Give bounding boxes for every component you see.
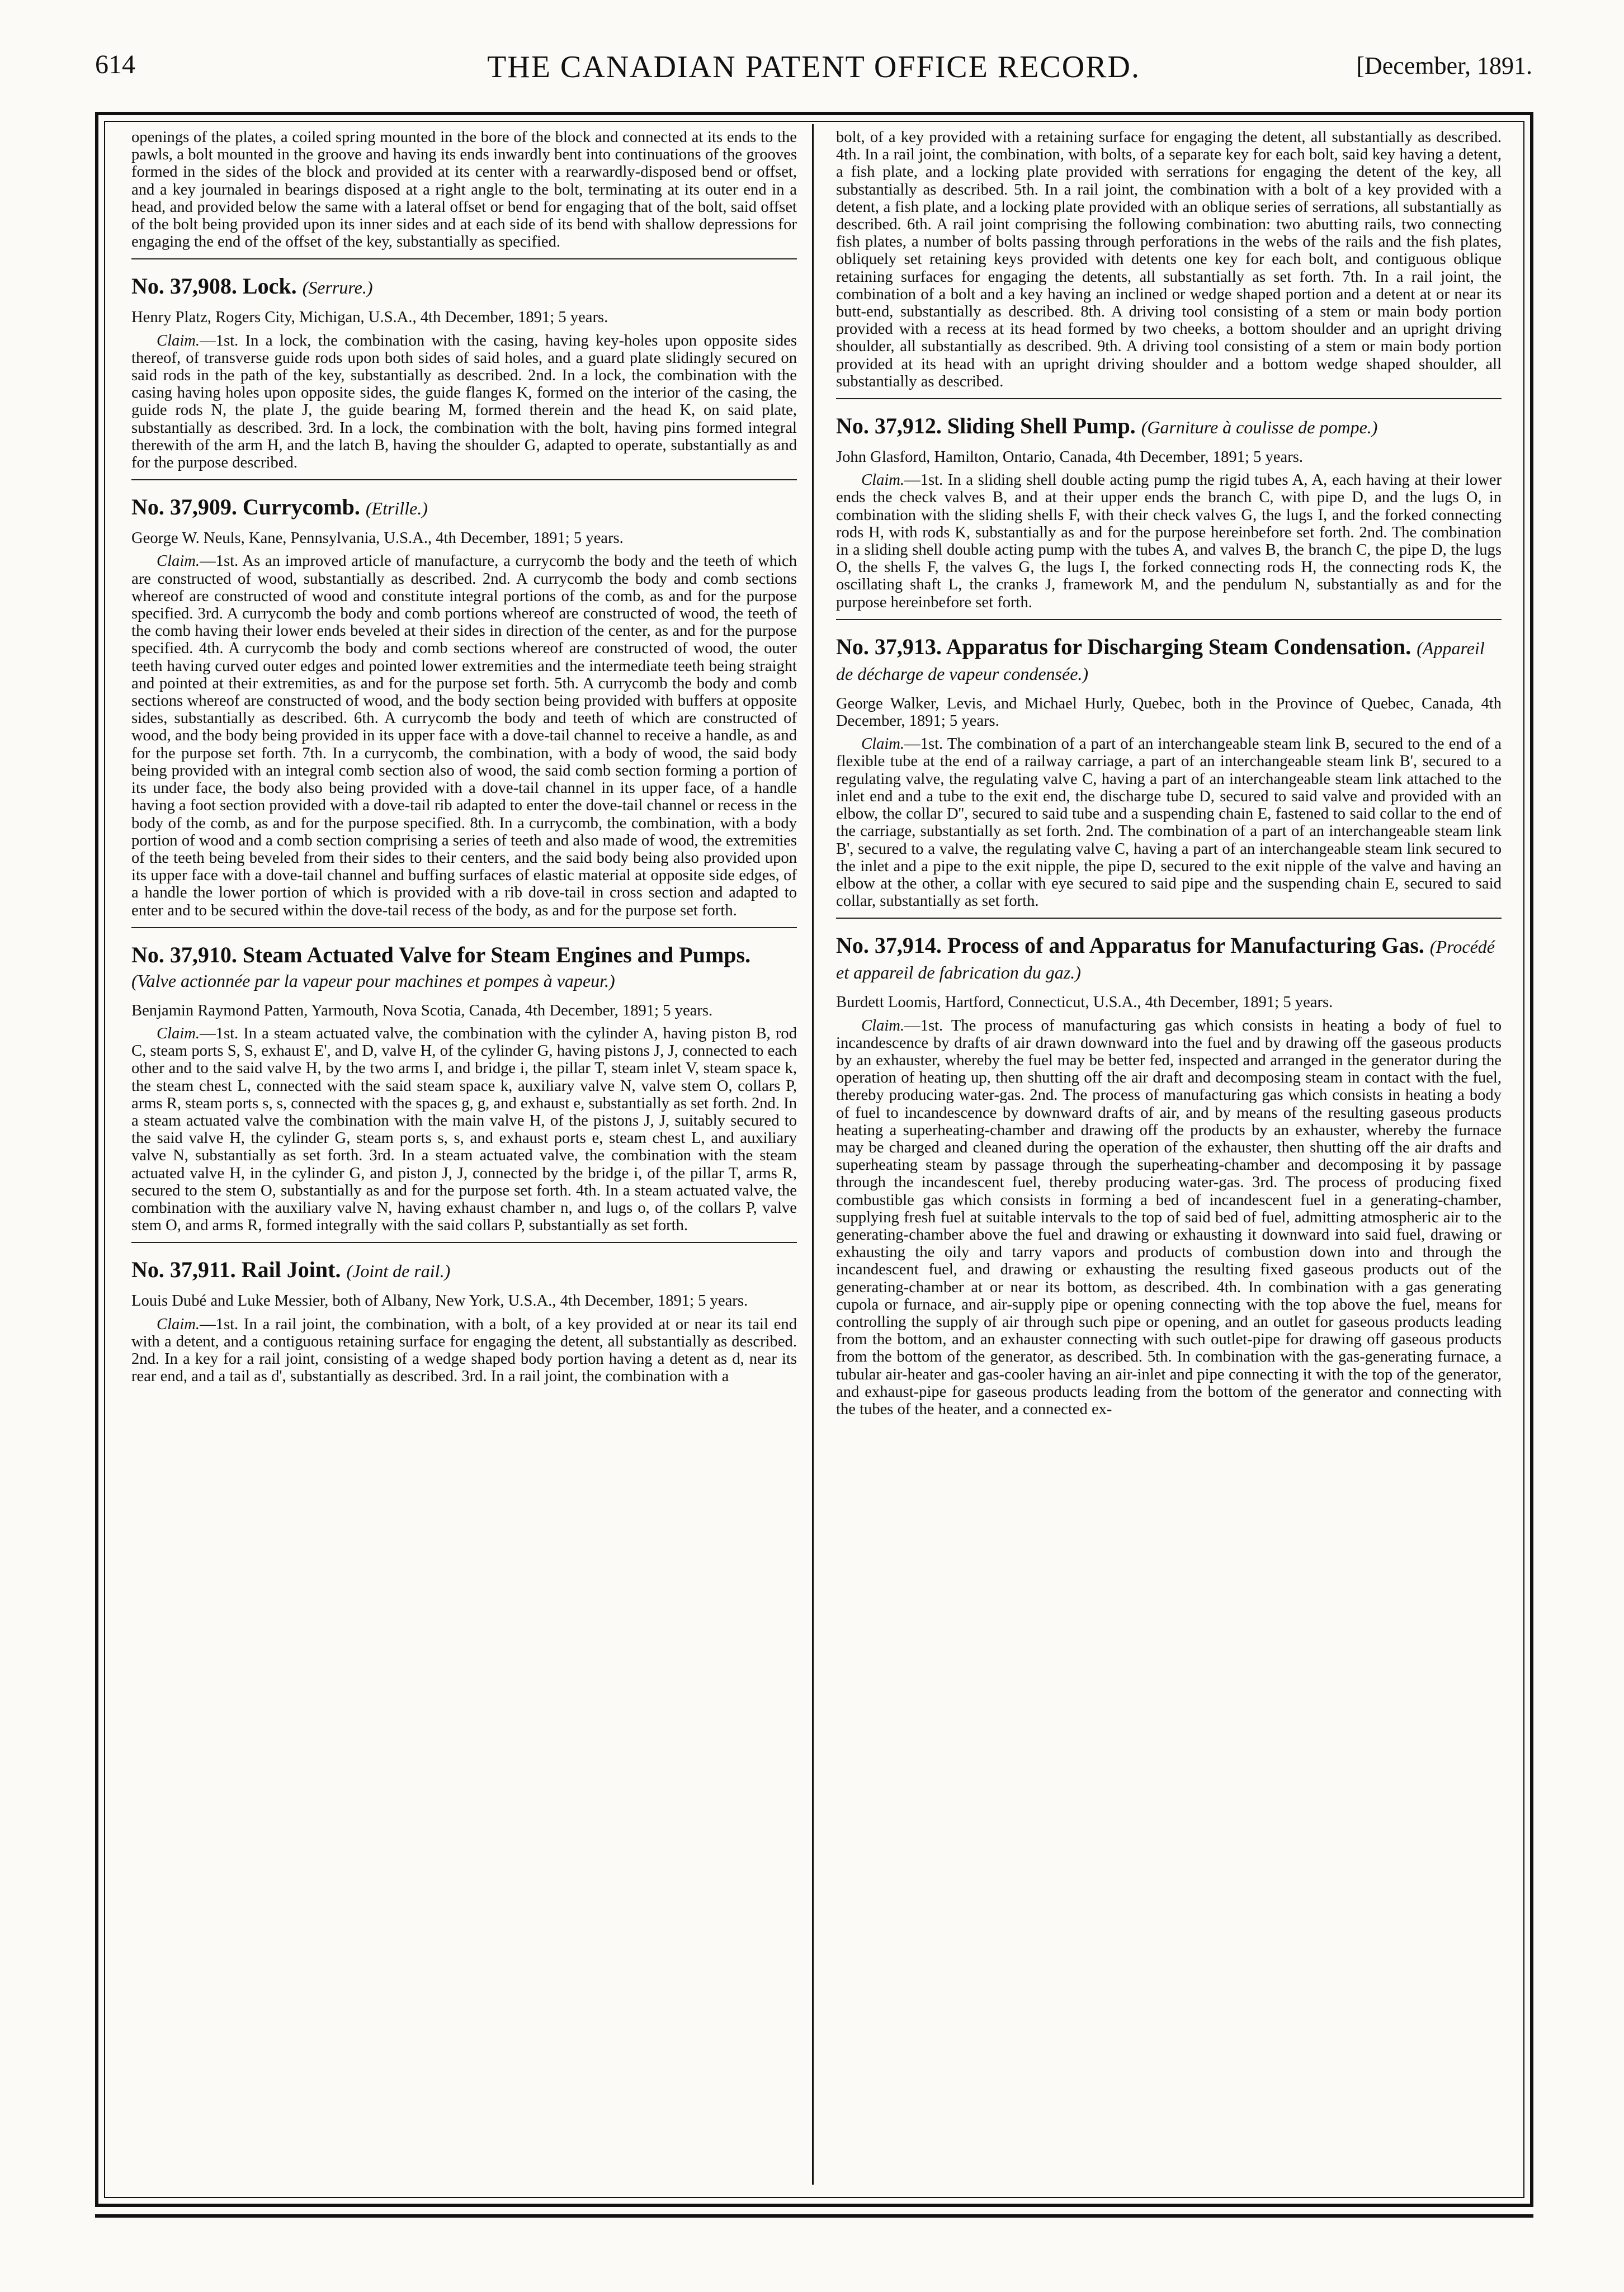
entry-heading: No. 37,910. Steam Actuated Valve for Steam Engines and Pumps. <box>131 942 751 967</box>
claim-label: Claim. <box>157 1024 200 1042</box>
patent-entry <box>836 635 1502 910</box>
entry-claim <box>836 735 1502 910</box>
claim-text: —1st. In a lock, the combination with the casing, having key-holes upon opposite sides thereof, of transverse guide rods upon both sides of said holes, and a guard plate slidingly secured on said rods in the path of the key, substantially as described. 2nd. In a lock, the combination with the casing having holes upon opposite sides, the guide flanges K, formed on the interior of the casing, the guide rods N, the plate J, the guide bearing M, formed therein and the head K, on said plate, substantially as described. 3rd. In a lock, the combination with the bolt, having pins formed integral therewith of the arm H, and the latch B, having the shoulder G, adapted to operate, substantially as and for the purpose described. <box>131 332 797 472</box>
continuation-text: bolt, of a key provided with a retaining surface for engaging the detent, all substantially as described. 4th. In a rail joint, the combination, with bolts, of a separate key for each bolt, said key having a detent, a fish plate, and a locking plate provided with serrations for engaging the detent of the key, all substantially as described. 5th. In a rail joint, the combination with a bolt of a key provided with a detent, a fish plate, and a locking plate provided with an oblique series of serrations, all substantially as described. 6th. A rail joint comprising the following combination: two abutting rails, two connecting fish plates, a number of bolts passing through perforations in the webs of the rails and the fish plates, obliquely set retaining keys provided with detents one key for each bolt, and contiguous oblique retaining surfaces for engaging the detents, all substantially as set forth. 7th. In a rail joint, the combination of a bolt and a key having an inclined or wedge shaped portion and a detent at or near its butt-end, substantially as described. 8th. A driving tool consisting of a stem or main body portion provided with a recess at its head formed by two cheeks, a bottom shoulder and an upright driving shoulder, all substantially as described. 9th. A driving tool consisting of a stem or main body portion provided at its head with an upright driving shoulder and a bottom wedge shaped shoulder, all substantially as described. <box>836 129 1502 390</box>
entry-heading: No. 37,912. Sliding Shell Pump. <box>836 413 1136 439</box>
entry-heading-block <box>131 274 797 300</box>
patent-entry <box>131 274 797 471</box>
entry-meta: John Glasford, Hamilton, Ontario, Canada, 4th December, 1891; 5 years. <box>836 448 1304 466</box>
claim-text: —1st. As an improved article of manufacture, a currycomb the body and the teeth of which are constructed of wood, substantially as described. 2nd. A currycomb the body and comb sections whereof are constructed of wood and constitute integral portions of the comb, as and for the purpose specified. 3rd. A currycomb the body and comb portions whereof are constructed of wood, the teeth of the comb having their lower ends beveled at their sides in direction of the center, as and for the purpose specified. 4th. A currycomb the body and comb sections whereof are constructed of wood, the outer teeth having curved outer edges and pointed lower extremities and the intermediate teeth being straight and pointed at their extremities, as and for the purpose set forth. 5th. A currycomb the body and comb sections whereof are constructed of wood, and the body section being provided with buffers at opposite sides, substantially as described. 6th. A currycomb the body and teeth of which are constructed of wood, and the body being provided in its upper face with a dove-tail channel to receive a handle, as and for the purpose set forth. 7th. In a currycomb, the combination, with a body of wood, the said body being provided with an integral comb section also of wood, the said comb section forming a portion of its under face, the body also being provided with a dove-tail channel in its upper face, of a handle having a foot section provided with a dove-tail rib adapted to enter the dove-tail channel or recess in the body of the comb, as and for the purpose specified. 8th. In a currycomb, the combination, with a body portion of wood and a comb section comprising a series of teeth and also made of wood, the extremities of the teeth being beveled from their sides to their centers, and the said body being also provided upon its upper face with a dove-tail channel and buffing surfaces of elastic material at opposite side edges, of a handle the lower portion of which is provided with a rib dove-tail in cross section and adapted to enter and to be secured within the dove-tail recess of the body, as and for the purpose set forth. <box>131 552 797 919</box>
entry-meta: Benjamin Raymond Patten, Yarmouth, Nova Scotia, Canada, 4th December, 1891; 5 years. <box>131 1001 713 1019</box>
entry-heading: No. 37,911. Rail Joint. <box>131 1257 341 1283</box>
patent-entry <box>131 943 797 1235</box>
patent-entry <box>131 1258 797 1385</box>
entry-claim <box>131 332 797 472</box>
right-column <box>836 129 1502 1418</box>
entry-french-title: (Etrille.) <box>365 498 428 519</box>
entry-heading-block <box>836 635 1502 686</box>
entry-french-title: (Appareil de décharge de vapeur condensée.) <box>836 637 1485 684</box>
page-number: 614 <box>95 50 135 79</box>
entry-claim <box>131 552 797 919</box>
continuation-text: openings of the plates, a coiled spring mounted in the bore of the block and connected at its ends to the pawls, a bolt mounted in the groove and having its ends inwardly bent into continuations of the grooves formed in the sides of the block and provided at its center with a rearwardly-disposed bend or offset, and a key journaled in bearings disposed at a right angle to the bolt, terminating at its outer end in a head, and provided below the same with a lateral offset or bend for engaging that of the bolt, said offset of the bolt being provided upon its inner sides and at each side of its bend with shallow depressions for engaging the end of the offset of the key, substantially as specified. <box>131 129 797 251</box>
claim-label: Claim. <box>861 735 905 753</box>
entry-heading: No. 37,909. Currycomb. <box>131 494 360 520</box>
page-header <box>95 49 1532 88</box>
entry-claim <box>131 1316 797 1386</box>
footer-rule <box>95 2214 1533 2218</box>
entry-french-title: (Joint de rail.) <box>346 1261 451 1282</box>
entry-french-title: (Procédé et appareil de fabrication du gaz.) <box>836 937 1495 983</box>
claim-text: —1st. In a sliding shell double acting pump the rigid tubes A, A, each having at their lower ends the check valves B, and at their upper ends the branch C, with pipe D, and the lugs O, in combination with the sliding shells F, with their check valves G, the lugs I, and the forked connecting rods H, with rods K, substantially as and for the purpose hereinbefore set forth. 2nd. The combination in a sliding shell double acting pump with the tubes A, and valves B, the branch C, the pipe D, the lugs O, the shells F, the valves G, the lugs I, the forked connecting rods H, the connecting rods K, the oscillating shaft L, the cranks J, framework M, and the pendulum N, substantially as and for the purpose hereinbefore set forth. <box>836 471 1502 611</box>
claim-text: —1st. In a rail joint, the combination, with a bolt, of a key provided at or near its tail end with a detent, and a contiguous retaining surface for engaging the detent, all substantially as described. 2nd. In a key for a rail joint, consisting of a wedge shaped body portion having a detent as d, near its rear end, and a tail as d', substantially as described. 3rd. In a rail joint, the combination with a <box>131 1315 797 1386</box>
entry-french-title: (Garniture à coulisse de pompe.) <box>1141 417 1378 438</box>
entry-french-title: (Serrure.) <box>302 277 373 298</box>
entry-french-title: (Valve actionnée par la vapeur pour machines et pompes à vapeur.) <box>131 970 615 991</box>
entry-meta: Louis Dubé and Luke Messier, both of Albany, New York, U.S.A., 4th December, 1891; 5 years. <box>131 1292 748 1310</box>
claim-label: Claim. <box>157 1315 200 1333</box>
entry-heading-block <box>131 495 797 521</box>
left-column <box>131 129 797 1385</box>
entry-meta: George Walker, Levis, and Michael Hurly, Quebec, both in the Province of Quebec, Canada, 4th December, 1891; 5 years. <box>836 694 1502 730</box>
claim-text: —1st. The combination of a part of an interchangeable steam link B, secured to the end of a flexible tube at the end of a railway carriage, a part of an interchangeable steam link B', secured to a regulating valve, the regulating valve C, having a part of an interchangeable steam link attached to the inlet end and a tube to the exit end, the discharge tube D, secured to said valve and provided with an elbow, the collar D'', secured to said tube and a suspending chain E, fastened to said collar to the end of the carriage, substantially as set forth. 2nd. The combination of a part of an interchangeable steam link B', secured to a valve, the regulating valve C, having a part of an interchangeable steam link secured to the inlet and a pipe to the exit nipple, the pipe D, secured to the exit nipple of the valve and having an elbow at the other, a collar with eye secured to said pipe and the suspending chain E, secured to said collar, substantially as set forth. <box>836 735 1502 910</box>
claim-label: Claim. <box>157 552 200 570</box>
patent-entry <box>836 933 1502 1418</box>
claim-label: Claim. <box>861 471 905 489</box>
entry-separator <box>836 619 1502 620</box>
issue-date: [December, 1891. <box>1356 52 1532 79</box>
entry-separator <box>836 918 1502 919</box>
entry-heading: No. 37,914. Process of and Apparatus for Manufacturing Gas. <box>836 933 1424 958</box>
claim-label: Claim. <box>157 332 200 349</box>
entry-meta: George W. Neuls, Kane, Pennsylvania, U.S.A., 4th December, 1891; 5 years. <box>131 530 624 547</box>
claim-text: —1st. The process of manufacturing gas which consists in heating a body of fuel to incandescence by drafts of air drawn downward into the fuel and by drawing off the gaseous products by an exhauster, whereby the fuel may be better fed, inspected and arranged in the generator during the operation of heating up, then shutting off the air draft and decomposing steam in contact with the fuel, thereby producing water-gas. 2nd. The process of manufacturing gas which consists in heating a body of fuel to incandescence by downward drafts of air, and by means of the resulting gaseous products heating a superheating-chamber and drawing off the products by an exhauster, whereby the furnace may be charged and cleaned during the operation of the exhauster, then shutting off the air drafts and superheating steam by passage through the superheating-chamber and decomposing it by passage through the incandescent fuel, thereby producing water-gas. 3rd. The process of producing fixed combustible gas which consists in forming a bed of incandescent fuel in a generating-chamber, supplying fresh fuel at suitable intervals to the top of said bed of fuel, admitting atmospheric air to the generating-chamber above the fuel and drawing or exhausting it downward into said fuel, drawing or exhausting the oily and tarry vapors and products of combustion down into and through the incandescent fuel, and drawing or exhausting the resulting fixed gaseous products out of the generating-chamber at or near its bottom, as described. 4th. In combination with a gas generating cupola or furnace, and air-supply pipe or opening connecting with the top above the fuel, means for controlling the supply of air through such pipe or opening, and an outlet for gaseous products leading from the bottom, and an exhauster connecting with such outlet-pipe for drawing off gaseous products from the bottom of the generator, as described. 5th. In combination with the gas-generating furnace, a tubular air-heater and gas-cooler having an air-inlet and pipe connecting it with the top of the generator, and exhaust-pipe for gaseous products leading from the bottom of the generator and connecting with the tubes of the heater, and a connected ex- <box>836 1017 1502 1418</box>
entry-claim <box>131 1025 797 1234</box>
entry-claim <box>836 1017 1502 1419</box>
entry-heading: No. 37,908. Lock. <box>131 273 297 299</box>
entry-meta: Henry Platz, Rogers City, Michigan, U.S.A., 4th December, 1891; 5 years. <box>131 309 608 327</box>
entry-separator <box>131 927 797 928</box>
entry-claim <box>836 471 1502 611</box>
entry-separator <box>131 258 797 259</box>
entry-meta: Burdett Loomis, Hartford, Connecticut, U.S.A., 4th December, 1891; 5 years. <box>836 994 1333 1012</box>
claim-text: —1st. In a steam actuated valve, the combination with the cylinder A, having piston B, rod C, steam ports S, S, exhaust E', and D, valve H, of the cylinder G, having pistons J, J, connected to each other and to the said valve H, by the two arms I, and bridge i, the pillar T, steam inlet V, steam space k, the steam chest L, connected with the said steam space k, auxiliary valve N, valve stem O, collars P, arms R, steam ports s, s, connected with the spaces g, g, and exhaust e, substantially as set forth. 2nd. In a steam actuated valve the combination with the main valve H, of the pistons J, J, suitably secured to the said valve H, the cylinder G, steam ports s, s, and exhaust ports e, steam chest L, and auxiliary valve N, substantially as set forth. 3rd. In a steam actuated valve, the combination with the steam actuated valve H, in the cylinder G, and piston J, J, connected by the bridge i, of the pillar T, arms R, secured to the stem O, substantially as and for the purpose set forth. 4th. In a steam actuated valve, the combination with the auxiliary valve N, having exhaust chamber n, and lugs o, of the collars P, valve stem O, and arms R, formed integrally with the said collars P, substantially as set forth. <box>131 1024 797 1235</box>
patent-entry <box>131 495 797 919</box>
entry-heading: No. 37,913. Apparatus for Discharging Steam Condensation. <box>836 634 1411 659</box>
entry-separator <box>836 398 1502 399</box>
entry-separator <box>131 479 797 480</box>
claim-label: Claim. <box>861 1017 905 1034</box>
entry-heading-block <box>131 943 797 993</box>
entry-separator <box>131 1242 797 1243</box>
entry-heading-block <box>836 414 1502 440</box>
entry-heading-block <box>836 933 1502 985</box>
publication-title: THE CANADIAN PATENT OFFICE RECORD. <box>487 50 1140 84</box>
patent-entry <box>836 414 1502 611</box>
column-divider <box>812 124 814 2185</box>
entry-heading-block <box>131 1258 797 1283</box>
